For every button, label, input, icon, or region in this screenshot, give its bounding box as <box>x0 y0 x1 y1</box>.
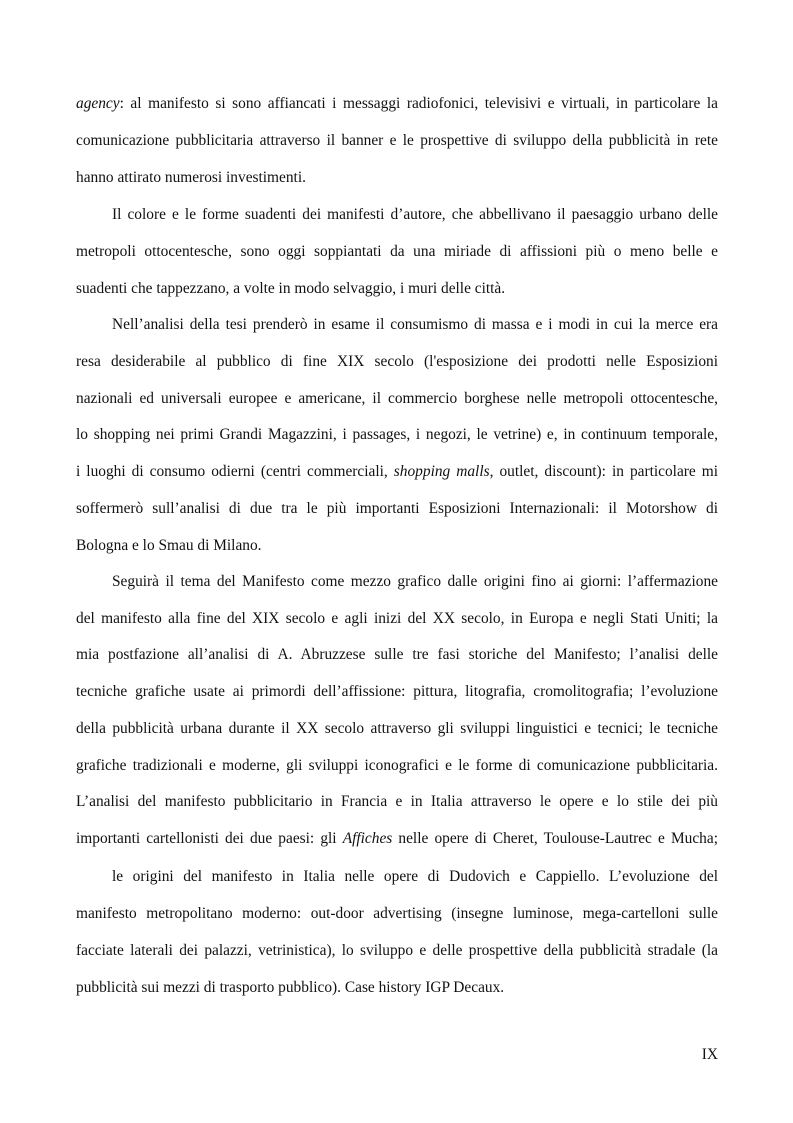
text-run: tecniche grafiche usate ai primordi dell’affissione: pittura, litografia, cromolitografia; l’evoluzione <box>76 683 718 701</box>
text-line <box>76 829 718 849</box>
text-line <box>76 792 718 812</box>
text-run: della pubblicità urbana durante il XX secolo attraverso gli sviluppi linguistici e tecnici; le tecniche <box>76 719 718 737</box>
text-run: facciate laterali dei palazzi, vetrinistica), lo sviluppo e delle prospettive della pubblicità stradale (la <box>76 942 718 959</box>
text-line <box>76 719 718 739</box>
text-run: hanno attirato numerosi investimenti. <box>76 169 306 186</box>
text-run: le origini del manifesto in Italia nelle opere di Dudovich e Cappiello. L’evoluzione del <box>112 868 718 885</box>
text-run: nazionali ed universali europee e americane, il commercio borghese nelle metropoli ottocentesche, <box>76 389 718 407</box>
text-line <box>76 536 718 556</box>
text-run: importanti cartellonisti dei due paesi: gli <box>76 829 343 847</box>
text-run: nelle opere di Cheret, Toulouse-Lautrec e Mucha; <box>392 829 718 847</box>
text-run: mia postfazione all’analisi di A. Abruzzese sulle tre fasi storiche del Manifesto; l’analisi delle <box>76 646 718 664</box>
text-run: lo shopping nei primi Grandi Magazzini, i passages, i negozi, le vetrine) e, in continuum temporale, <box>76 426 718 444</box>
text-run: , outlet, discount): in particolare mi <box>489 463 719 481</box>
text-line <box>76 168 718 188</box>
text-line <box>76 352 718 372</box>
text-line <box>112 315 718 335</box>
text-line <box>112 867 718 887</box>
text-line <box>76 941 718 961</box>
text-line <box>112 572 718 592</box>
italic-text: shopping malls <box>393 463 490 481</box>
text-line <box>76 279 718 299</box>
text-run: del manifesto alla fine del XIX secolo e agli inizi del XX secolo, in Europa e negli Stati Uniti; la <box>76 609 718 627</box>
text-line <box>76 645 718 665</box>
italic-text: agency <box>76 95 120 112</box>
text-line <box>76 242 718 262</box>
text-line <box>76 94 718 114</box>
text-run: : al manifesto si sono affiancati i messaggi radiofonici, televisivi e virtuali, in particolare la <box>119 95 718 112</box>
text-line <box>76 682 718 702</box>
text-run: L’analisi del manifesto pubblicitario in Francia e in Italia attraverso le opere e lo stile dei più <box>76 793 718 811</box>
text-run: Seguirà il tema del Manifesto come mezzo grafico dalle origini fino ai giorni: l’affermazione <box>112 573 718 590</box>
text-line <box>76 389 718 409</box>
text-run: grafiche tradizionali e moderne, gli sviluppi iconografici e le forme di comunicazione pubblicitaria. <box>76 756 718 774</box>
text-run: pubblicità sui mezzi di trasporto pubblico). Case history IGP Decaux. <box>76 979 505 996</box>
text-line <box>76 499 718 519</box>
text-run: resa desiderabile al pubblico di fine XIX secolo (l'esposizione dei prodotti nelle Esposizioni <box>76 352 718 370</box>
text-line <box>76 904 718 924</box>
text-line <box>112 205 718 225</box>
text-run: Nell’analisi della tesi prenderò in esame il consumismo di massa e i modi in cui la merce era <box>112 316 718 333</box>
text-run: Il colore e le forme suadenti dei manifesti d’autore, che abbellivano il paesaggio urbano delle <box>112 206 718 223</box>
text-run: suadenti che tappezzano, a volte in modo selvaggio, i muri delle città. <box>76 280 506 297</box>
text-line <box>76 131 718 151</box>
italic-text: Affiches <box>342 829 393 847</box>
text-run: Bologna e lo Smau di Milano. <box>76 536 262 554</box>
page-number: IX <box>701 1046 718 1063</box>
text-line <box>76 756 718 776</box>
text-line <box>76 978 718 998</box>
text-run: comunicazione pubblicitaria attraverso il banner e le prospettive di sviluppo della pubblicità in rete <box>76 132 718 149</box>
text-line <box>76 462 718 482</box>
text-run: manifesto metropolitano moderno: out-door advertising (insegne luminose, mega-cartelloni sulle <box>76 905 718 922</box>
text-run: soffermerò sull’analisi di due tra le più importanti Esposizioni Internazionali: il Motorshow di <box>76 500 718 517</box>
text-line <box>76 609 718 629</box>
text-run: metropoli ottocentesche, sono oggi soppiantati da una miriade di affissioni più o meno belle e <box>76 243 718 260</box>
text-line <box>76 425 718 445</box>
text-run: i luoghi di consumo odierni (centri commerciali, <box>76 463 394 481</box>
